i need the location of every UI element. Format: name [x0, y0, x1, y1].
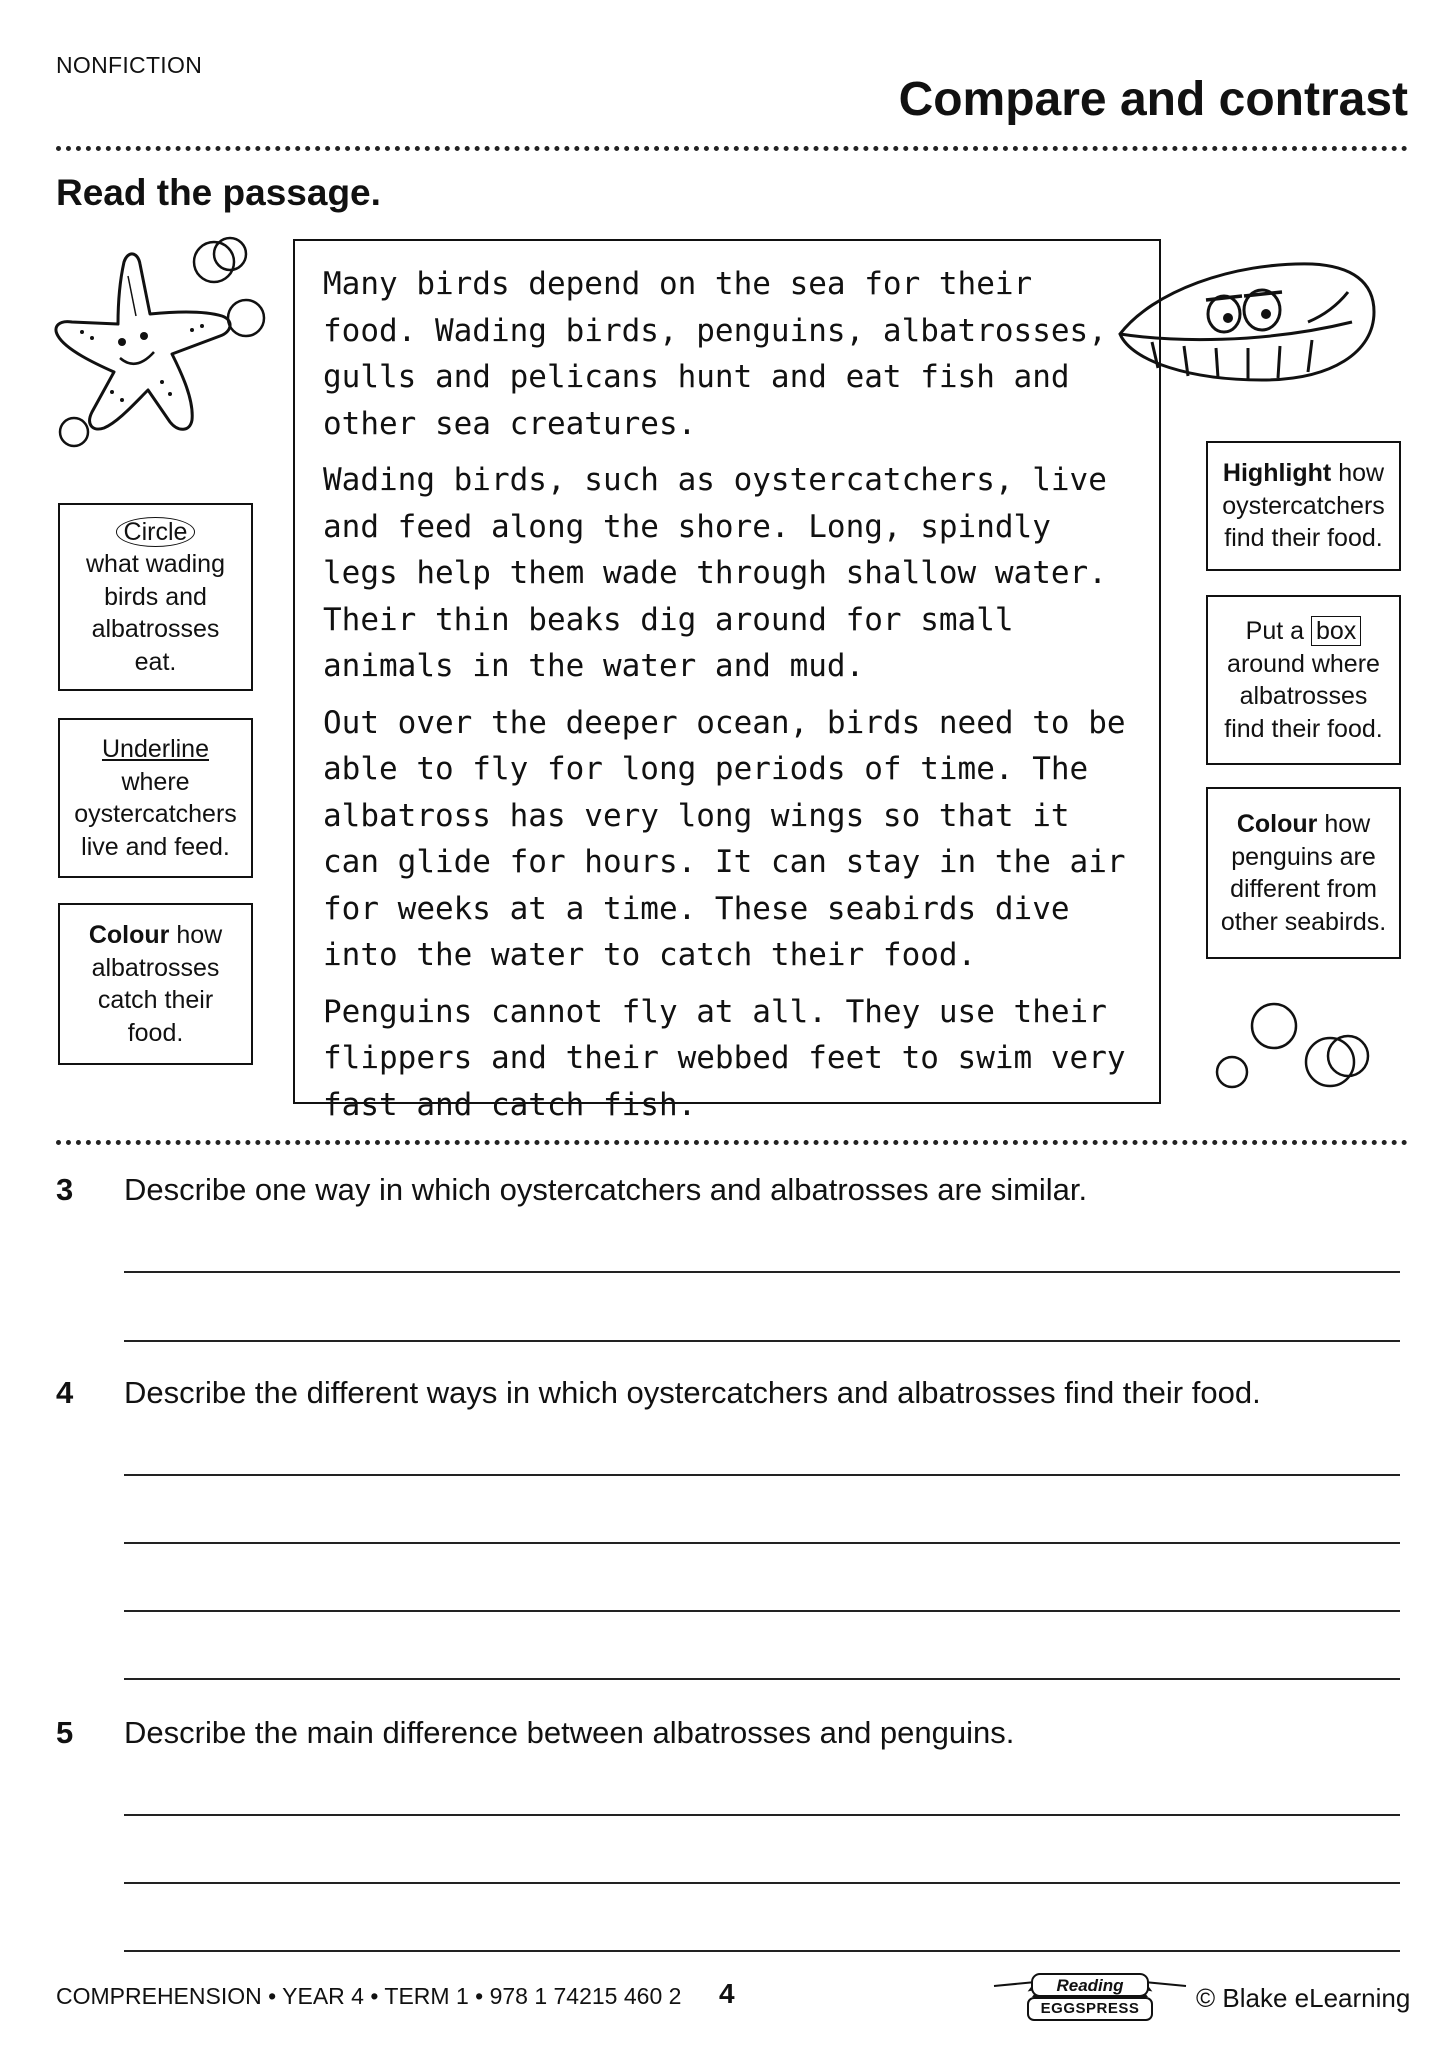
question-number: 3	[56, 1172, 74, 1207]
page-number: 4	[719, 1978, 735, 2009]
logo-text-top: Reading	[1056, 1976, 1124, 1995]
answer-line[interactable]	[124, 1814, 1400, 1816]
instruction-text: around where albatrosses find their food.	[1224, 649, 1383, 743]
instruction-text: how albatrosses catch their food.	[91, 921, 223, 1047]
instruction-circle	[58, 503, 253, 691]
answer-line[interactable]	[124, 1542, 1400, 1544]
instruction-text: how penguins are different from other seabirds.	[1220, 810, 1387, 936]
instruction-colour-penguin	[1206, 787, 1401, 959]
passage-box	[293, 239, 1161, 1123]
passage-paragraph: Wading birds, such as oystercatchers, live and feed along the shore. Long, spindly legs help them wade through shallow water. Their thin beaks dig around for small animals in the water and mud.	[323, 462, 1107, 684]
answer-line[interactable]	[124, 1271, 1400, 1273]
reading-eggspress-logo	[990, 1968, 1190, 2028]
question-text: Describe the different ways in which oystercatchers and albatrosses find their food.	[124, 1375, 1261, 1410]
footer-info: COMPREHENSION • YEAR 4 • TERM 1 • 978 1 74215 460 2	[56, 1983, 682, 2009]
passage-paragraph: Many birds depend on the sea for their food. Wading birds, penguins, albatrosses, gulls and pelicans hunt and eat fish and other sea creatures.	[323, 266, 1107, 442]
question-text: Describe the main difference between albatrosses and penguins.	[124, 1715, 1015, 1750]
copyright: © Blake eLearning	[1196, 1983, 1411, 2013]
instruction-text: what wading birds and albatrosses eat.	[86, 550, 225, 676]
instruction-text: Put a	[1245, 617, 1305, 645]
starfish-illustration	[52, 232, 282, 472]
answer-line[interactable]	[124, 1474, 1400, 1476]
page-subtitle: Read the passage.	[56, 172, 381, 213]
instruction-keyword: Colour	[1236, 810, 1318, 838]
section-label: NONFICTION	[56, 52, 203, 78]
instruction-keyword: Underline	[101, 735, 209, 763]
answer-line[interactable]	[124, 1610, 1400, 1612]
answer-line[interactable]	[124, 1678, 1400, 1680]
question-number: 4	[56, 1375, 74, 1410]
instruction-keyword: Highlight	[1222, 459, 1332, 488]
divider-middle	[56, 1140, 1408, 1145]
instruction-keyword: box	[1311, 616, 1361, 646]
instruction-highlight	[1206, 441, 1401, 571]
bubbles-illustration	[1210, 1000, 1390, 1100]
page-title: Compare and contrast	[898, 73, 1408, 126]
answer-line[interactable]	[124, 1340, 1400, 1342]
instruction-box	[1206, 595, 1401, 765]
instruction-keyword: Colour	[88, 921, 170, 949]
instruction-underline	[58, 718, 253, 878]
instruction-colour-albatross	[58, 903, 253, 1065]
instruction-text: where oystercatchers live and feed.	[74, 767, 237, 861]
question-number: 5	[56, 1715, 74, 1750]
answer-line[interactable]	[124, 1882, 1400, 1884]
answer-line[interactable]	[124, 1950, 1400, 1952]
instruction-text: how oystercatchers find their food.	[1222, 459, 1385, 553]
logo-text-bottom: EGGSPRESS	[1040, 2000, 1140, 2017]
instruction-keyword: Circle	[116, 517, 196, 547]
passage-paragraph: Out over the deeper ocean, birds need to be able to fly for long periods of time. The albatross has very long wings so that it can glide for hours. It can stay in the air for weeks at a time. These seabirds dive into the water to catch their food.	[323, 704, 1126, 973]
passage-paragraph: Penguins cannot fly at all. They use their flippers and their webbed feet to swim very fast and catch fish.	[323, 993, 1126, 1123]
question-text: Describe one way in which oystercatchers and albatrosses are similar.	[124, 1172, 1088, 1207]
divider-top	[56, 146, 1408, 151]
